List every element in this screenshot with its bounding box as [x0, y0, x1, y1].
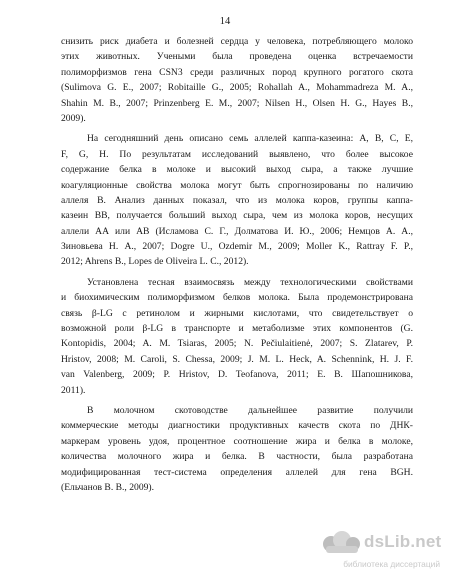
text-line: содержание белка в молоке и высокий выход сыра, а также лучшие: [61, 164, 413, 176]
text-line: возможной роли β-LG в транспорте и метаболизме этих компонентов (G.: [61, 323, 413, 335]
text-line: модифицированная тест-система определения аллелей для гена BGH.: [61, 466, 413, 478]
text-line: Установлена тесная взаимосвязь между технологическими свойствами: [87, 276, 413, 288]
watermark-subtitle: библиотека диссертаций: [343, 559, 440, 569]
text-line: van Valenberg, 2009; P. Hristov, D. Teofanova, 2011; Е. В. Шапошникова,: [61, 369, 413, 381]
paragraph: [61, 131, 413, 270]
dslib-logo-icon: [322, 530, 362, 556]
text-line: и биохимическим полиморфизмом белков молока. Была продемонстрирована: [61, 292, 413, 304]
text-line: На сегодняшний день описано семь аллелей каппа-казеина: A, B, C, E,: [87, 133, 413, 145]
paragraph: [61, 403, 413, 495]
text-line: аллели АА или АВ (Исламова С. Г., Долматова И. Ю., 2006; Немцов А. А.,: [61, 225, 413, 237]
watermark-brand: dsLib.net: [364, 532, 442, 551]
text-line: коммерческие методы диагностики продуктивных качеств скота по ДНК-: [61, 420, 413, 432]
watermark: [322, 530, 440, 574]
text-line: количества молочного жира и белка. В частности, была разработана: [61, 451, 413, 463]
text-line: (Ельчанов В. В., 2009).: [61, 481, 154, 493]
text-line: 2011).: [61, 384, 86, 396]
text-line: коагуляционные свойства молока могут быть спрогнозированы по наличию: [61, 179, 413, 191]
page-number: 14: [219, 16, 231, 27]
text-line: В молочном скотоводстве дальнейшее развитие получили: [87, 404, 413, 416]
text-line: Зиновьева Н. А., 2007; Dogre U., Ozdemir M., 2009; Moller K., Rattray F. P.,: [61, 241, 413, 253]
document-body: [61, 34, 413, 495]
text-line: этих животных. Учеными была проведена оценка встречаемости: [61, 51, 413, 63]
paragraph: [61, 275, 413, 398]
text-line: снизить риск диабета и болезней сердца у человека, потребляющего молоко: [61, 36, 413, 47]
text-line: аллеля B. Анализ данных показал, что из молока коров, группы каппа-: [61, 194, 413, 206]
paragraph: [61, 34, 413, 126]
text-line: маркерам уровень удоя, процентное соотношение жира и белка в молоке,: [61, 435, 413, 447]
text-line: Shahin M. B., 2007; Prinzenberg E. M., 2007; Nilsen H., Olsen H. G., Hayes B.,: [61, 97, 413, 109]
text-line: 2009).: [61, 112, 86, 124]
text-line: Kontopidis, 2004; A. M. Tsiaras, 2005; N. Pečiulaitienė, 2007; S. Zlatarev, P.: [61, 338, 413, 350]
text-line: (Sulimova G. E., 2007; Robitaille G., 2005; Rohallah A., Mohammadreza M. A.,: [61, 82, 413, 94]
text-line: связь β-LG с ретинолом и жирными кислотами, что свидетельствует о: [61, 307, 413, 319]
text-line: казеин ВВ, получается больший выход сыра, чем из молока коров, несущих: [61, 210, 413, 222]
text-line: F, G, H. По результатам исследований выявлено, что более высокое: [61, 148, 413, 160]
text-line: 2012; Ahrens B., Lopes de Oliveira L. C., 2012).: [61, 256, 249, 268]
text-line: Hristov, 2008; M. Caroli, S. Chessa, 2009; J. M. L. Heck, A. Schennink, H. J. F.: [61, 353, 413, 365]
text-line: полиморфизмов гена CSN3 среди различных пород крупного рогатого скота: [61, 66, 413, 78]
